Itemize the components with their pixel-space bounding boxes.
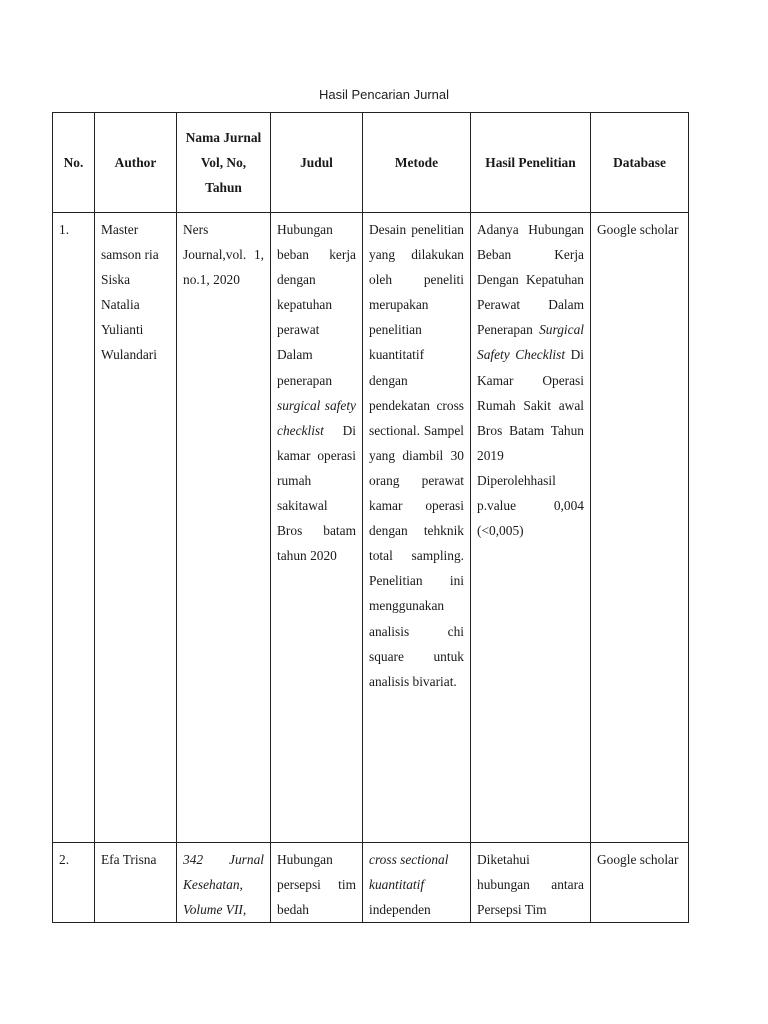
table-row <box>53 213 689 843</box>
cell-database: Google scholar <box>591 843 689 923</box>
cell-judul <box>271 213 363 843</box>
metode-text: independen <box>369 902 431 918</box>
cell-author: Master samson ria Siska Natalia Yulianti Wulandari <box>95 213 177 843</box>
judul-text: Hubungan beban kerja dengan kepatuhan perawat Dalam penerapan <box>277 222 356 388</box>
judul-text-end: Di kamar operasi rumah sakitawal Bros batam tahun 2020 <box>277 422 356 564</box>
cell-jurnal: 342 Jurnal Kesehatan, Volume VII, <box>177 843 271 923</box>
cell-metode <box>363 843 471 923</box>
judul-italic-text: surgical safety checklist <box>277 397 356 438</box>
cell-hasil <box>471 213 591 843</box>
cell-database: Google scholar <box>591 213 689 843</box>
header-row <box>53 113 689 213</box>
header-judul: Judul <box>271 113 363 213</box>
page-title: Hasil Pencarian Jurnal <box>318 87 450 102</box>
hasil-text: Adanya Hubungan Beban Kerja Dengan Kepatuhan Perawat Dalam Penerapan <box>477 222 584 338</box>
results-table <box>52 112 689 923</box>
header-no: No. <box>53 113 95 213</box>
cell-judul: Hubungan persepsi tim bedah <box>271 843 363 923</box>
header-author: Author <box>95 113 177 213</box>
metode-italic-text: cross sectional kuantitatif <box>369 852 449 893</box>
cell-author: Efa Trisna <box>95 843 177 923</box>
header-jurnal: Nama Jurnal Vol, No, Tahun <box>177 113 271 213</box>
header-metode: Metode <box>363 113 471 213</box>
cell-no: 1. <box>53 213 95 843</box>
header-hasil: Hasil Penelitian <box>471 113 591 213</box>
table-row <box>53 843 689 923</box>
cell-jurnal: Ners Journal,vol. 1, no.1, 2020 <box>177 213 271 843</box>
cell-metode: Desain penelitian yang dilakukan oleh peneliti merupakan penelitian kuantitatif dengan pendekatan cross sectional. Sampel yang diambil 30 orang perawat kamar operasi dengan tehknik total sampling. Penelitian ini menggunakan analisis chi square untuk analisis bivariat. <box>363 213 471 843</box>
hasil-text-end: Di Kamar Operasi Rumah Sakit awal Bros Batam Tahun 2019 Diperolehhasil p.value 0,004 (<0,005) <box>477 347 584 539</box>
hasil-italic-text: Surgical Safety Checklist <box>477 322 584 363</box>
cell-hasil: Diketahui hubungan antara Persepsi Tim <box>471 843 591 923</box>
header-database: Database <box>591 113 689 213</box>
cell-no: 2. <box>53 843 95 923</box>
